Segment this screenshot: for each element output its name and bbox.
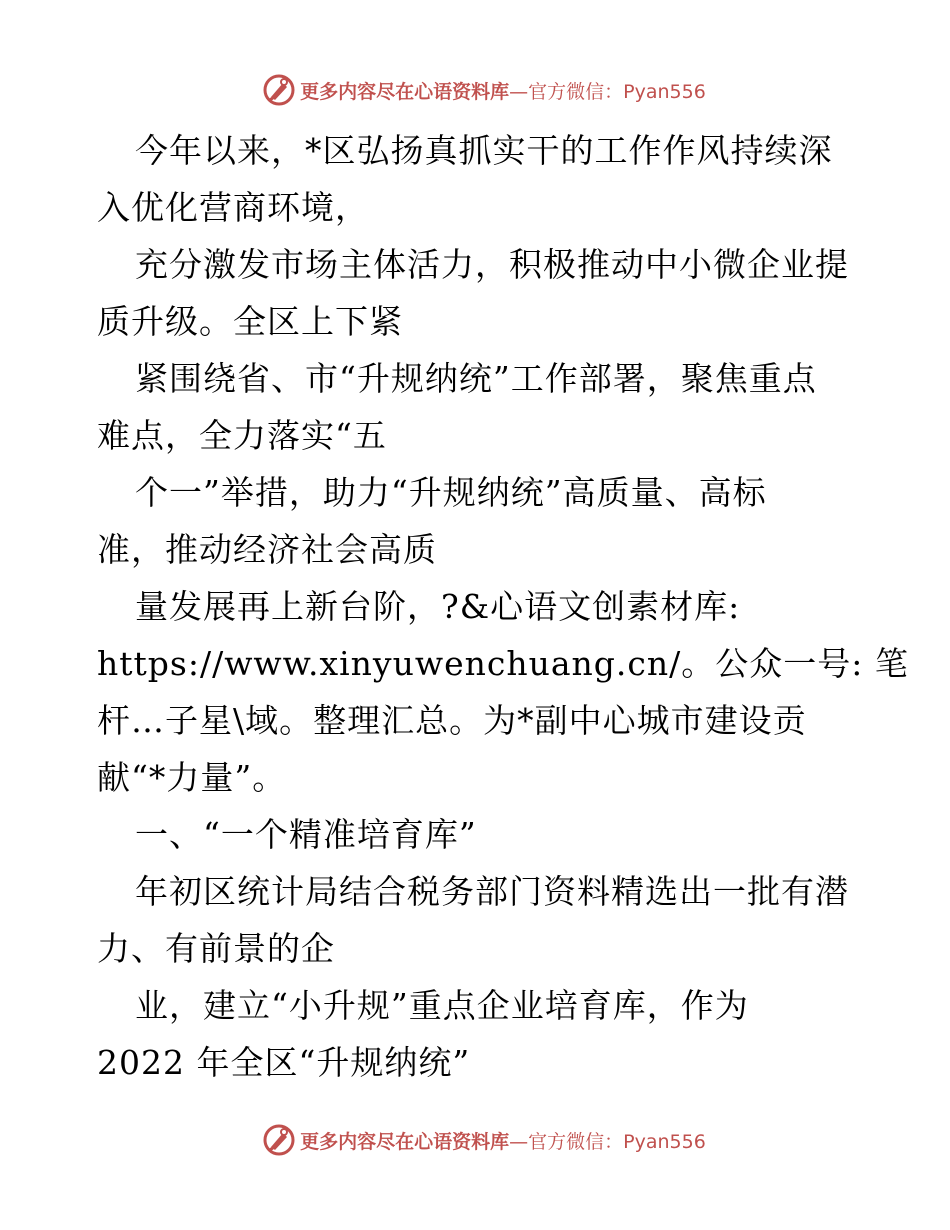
body-line: 难点，全力落实“五 bbox=[97, 416, 387, 455]
body-line: 充分激发市场主体活力，积极推动中小微企业提 bbox=[135, 245, 849, 284]
footer-banner bbox=[0, 1120, 950, 1160]
header-banner-inner bbox=[262, 73, 706, 107]
body-line: https://www.xinyuwenchuang.cn/。公众一号: 笔 bbox=[97, 644, 909, 683]
document-body bbox=[97, 122, 909, 1091]
header-banner-wechat: 官方微信：Pyan556 bbox=[528, 80, 706, 103]
body-line: 献“*力量”。 bbox=[97, 758, 287, 797]
footer-banner-inner bbox=[262, 1123, 706, 1157]
header-banner-text bbox=[300, 77, 706, 104]
pen-nib-logo-icon bbox=[262, 1123, 296, 1157]
header-banner-main: 更多内容尽在心语资料库 bbox=[300, 80, 510, 103]
footer-banner-dash: — bbox=[509, 1130, 529, 1153]
pen-nib-logo-icon bbox=[262, 73, 296, 107]
body-line: 今年以来，*区弘扬真抓实干的工作作风持续深 bbox=[135, 131, 833, 170]
body-line: 年初区统计局结合税务部门资料精选出一批有潜 bbox=[135, 872, 849, 911]
body-line: 紧围绕省、市“升规纳统”工作部署，聚焦重点 bbox=[135, 359, 817, 398]
body-line: 量发展再上新台阶，?&心语文创素材库: bbox=[135, 587, 741, 626]
body-line: 2022 年全区“升规纳统” bbox=[97, 1043, 471, 1082]
body-line: 准，推动经济社会高质 bbox=[97, 530, 437, 569]
body-line: 质升级。全区上下紧 bbox=[97, 302, 403, 341]
footer-banner-wechat: 官方微信：Pyan556 bbox=[528, 1130, 706, 1153]
section-heading: 一、“一个精准培育库” bbox=[135, 815, 477, 854]
body-line: 力、有前景的企 bbox=[97, 929, 335, 968]
footer-banner-text bbox=[300, 1127, 706, 1154]
footer-banner-main: 更多内容尽在心语资料库 bbox=[300, 1130, 510, 1153]
body-line: 杆…子星\域。整理汇总。为*副中心城市建设贡 bbox=[97, 701, 807, 740]
body-line: 入优化营商环境， bbox=[97, 188, 369, 227]
body-line: 业，建立“小升规”重点企业培育库，作为 bbox=[135, 986, 749, 1025]
header-banner bbox=[0, 70, 950, 110]
body-line: 个一”举措，助力“升规纳统”高质量、高标 bbox=[135, 473, 767, 512]
header-banner-dash: — bbox=[509, 80, 529, 103]
